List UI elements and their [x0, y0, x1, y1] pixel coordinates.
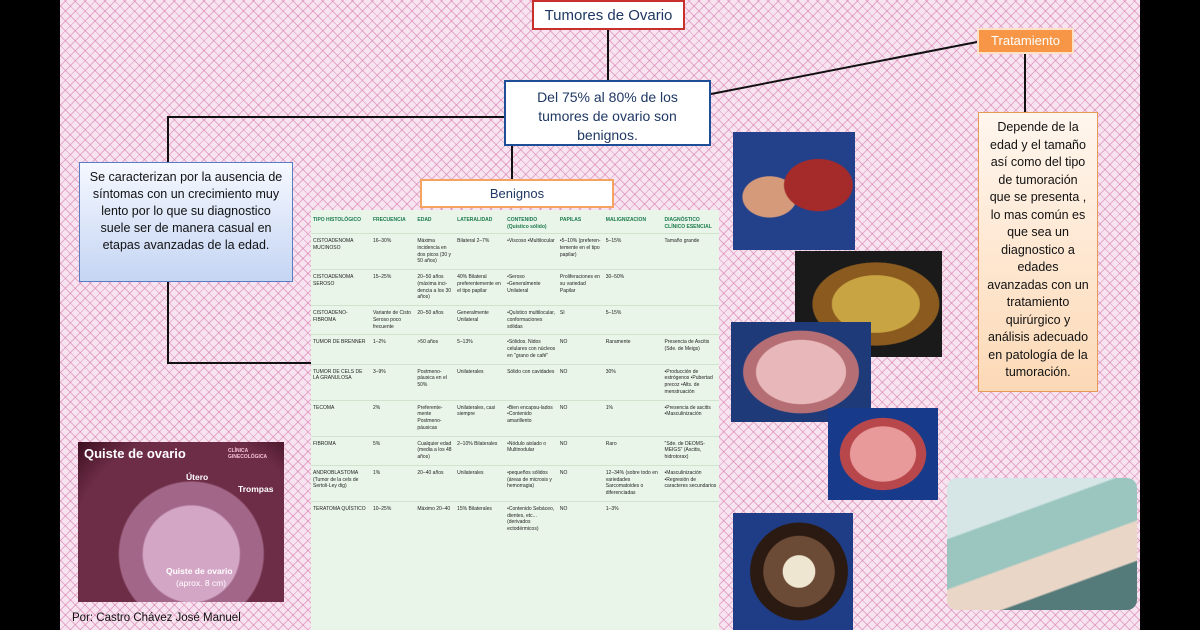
- table-row: [311, 501, 719, 537]
- table-cell: NO: [558, 501, 604, 537]
- table-cell: Variante de Cisto Seroso poco frecuente: [371, 306, 415, 335]
- table-cell: 1–2%: [371, 335, 415, 364]
- table-row: [311, 436, 719, 465]
- table-cell: [663, 501, 719, 537]
- table-cell: 2–10% Bilaterales: [455, 436, 505, 465]
- label-cyst: Quiste de ovario: [166, 566, 233, 576]
- table-cell: 5%: [371, 436, 415, 465]
- table-cell: TUMOR DE CELS DE LA GRANULOSA: [311, 364, 371, 400]
- table-cell: 1%: [371, 465, 415, 501]
- statistic-box: Del 75% al 80% de los tumores de ovario son benignos.: [504, 80, 711, 146]
- table-cell: Máximo 20–40: [415, 501, 455, 537]
- table-cell: TERATOMA QUÍSTICO: [311, 501, 371, 537]
- table-cell: CISTOADENOMA SEROSO: [311, 270, 371, 306]
- slide: [60, 0, 1140, 630]
- table-cell: Unilaterales, casi siempre: [455, 400, 505, 436]
- table-cell: Sólido con cavidades: [505, 364, 558, 400]
- table-cell: 20–40 años: [415, 465, 455, 501]
- table-cell: 20–50 años: [415, 306, 455, 335]
- table-cell: •Nódulo aislado o Multinodular: [505, 436, 558, 465]
- table-cell: Presencia de Ascitis (Sde. de Meigs): [663, 335, 719, 364]
- table-cell: FIBROMA: [311, 436, 371, 465]
- specimen-photo-3: [731, 322, 871, 422]
- table-cell: 2%: [371, 400, 415, 436]
- table-cell: >50 años: [415, 335, 455, 364]
- table-cell: "Sde. de DEOMS-MEIGS" (Ascitis, hidrotorax): [663, 436, 719, 465]
- table-header-row: [311, 210, 719, 234]
- table-cell: NO: [558, 335, 604, 364]
- table-row: [311, 364, 719, 400]
- label-uterus: Útero: [186, 472, 209, 482]
- cyst-photo-caption: Quiste de ovario: [84, 446, 186, 461]
- treatment-description: Depende de la edad y el tamaño así como del tipo de tumoración que se presenta , lo mas común es que sea un diagnostico a edades avanzadas con un tratamiento quirúrgico y análisis adecuado en patología de la tumoración.: [978, 112, 1098, 392]
- table-cell: ANDROBLASTOMA (Tumor de la cels de Sertoli-Ley dig): [311, 465, 371, 501]
- table-cell: 3–9%: [371, 364, 415, 400]
- specimen-photo-5: [733, 513, 853, 630]
- table-cell: Máxima incidencia en dos picos (30 y 50 años): [415, 234, 455, 270]
- table-cell: •Bien encapsu-lados •Contenido amarillento: [505, 400, 558, 436]
- specimen-photo-4: [828, 408, 938, 500]
- table-cell: SI: [558, 306, 604, 335]
- benign-label: Benignos: [420, 179, 614, 208]
- table-cell: [663, 270, 719, 306]
- table-header-cell: PAPILAS: [559, 217, 582, 223]
- table-cell: Tamaño grande: [663, 234, 719, 270]
- author-credit: Por: Castro Chávez José Manuel: [72, 612, 241, 624]
- table-cell: Postmeno-páusica en el 50%: [415, 364, 455, 400]
- table-row: [311, 270, 719, 306]
- table-cell: 20–50 años (máxima inci-dencia a los 30 años): [415, 270, 455, 306]
- table-cell: Preferente-mente Postmeno-páusicas: [415, 400, 455, 436]
- table-cell: Proliferaciones en su variedad Papilar: [558, 270, 604, 306]
- table-cell: Raro: [604, 436, 663, 465]
- table-cell: 5–15%: [604, 234, 663, 270]
- table-cell: NO: [558, 400, 604, 436]
- connector-treatment-vertical: [1024, 54, 1026, 112]
- treatment-label: Tratamiento: [977, 28, 1074, 54]
- title-box: Tumores de Ovario: [532, 0, 685, 30]
- connector-bottom-horizontal: [167, 362, 313, 364]
- table-header-cell: EDAD: [417, 217, 432, 223]
- table-cell: 30–50%: [604, 270, 663, 306]
- surgery-photo: [947, 478, 1137, 610]
- table-header-cell: FRECUENCIA: [372, 217, 406, 223]
- table-cell: •Producción de estrógenos •Pubertad precoz •Alts. de menstruación: [663, 364, 719, 400]
- table-header-cell: MALIGNIZACION: [605, 217, 647, 223]
- label-size: (aprox. 8 cm): [176, 578, 227, 588]
- table-cell: •Presencia de ascitis •Masculinización: [663, 400, 719, 436]
- table-cell: 40% Bilateral preferentemente en el tipo papilar: [455, 270, 505, 306]
- specimen-photo-1: [733, 132, 855, 250]
- table-cell: •Quístico multilocular, conformaciones sólidas: [505, 306, 558, 335]
- table-cell: CISTOADENOMA MUCINOSO: [311, 234, 371, 270]
- table-cell: 1%: [604, 400, 663, 436]
- table-cell: 12–34% (sobre todo en variedades Sarcomatoides o diferenciadas: [604, 465, 663, 501]
- ovarian-cyst-photo: [78, 442, 284, 602]
- table-cell: TUMOR DE BRENNER: [311, 335, 371, 364]
- table-cell: •Viscoso •Multilocular: [505, 234, 558, 270]
- table-cell: •pequeños sólidos (áreas de microsis y hemorragia): [505, 465, 558, 501]
- table-row: [311, 400, 719, 436]
- table-cell: 5–13%: [455, 335, 505, 364]
- table-cell: NO: [558, 436, 604, 465]
- table-row: [311, 335, 719, 364]
- table-header-cell: CONTENIDO (Quístico sólido): [507, 217, 547, 230]
- table-cell: 15% Bilaterales: [455, 501, 505, 537]
- table-cell: NO: [558, 465, 604, 501]
- table-cell: Bilateral 2–7%: [455, 234, 505, 270]
- connector-left-horizontal: [167, 116, 504, 118]
- table-header-cell: DIAGNÓSTICO CLÍNICO ESENCIAL: [664, 217, 712, 230]
- label-tube: Trompas: [238, 484, 274, 494]
- table-cell: •Seroso •Generalmente Unilateral: [505, 270, 558, 306]
- table-cell: [663, 306, 719, 335]
- table-cell: 10–25%: [371, 501, 415, 537]
- table-cell: •5–10% (preferen-temente en el tipo papilar): [558, 234, 604, 270]
- cyst-photo-logo: CLÍNICA GINECOLÓGICA: [228, 448, 268, 460]
- table-cell: Raramente: [604, 335, 663, 364]
- table-cell: •Sólidos. Nidos celulares con núcleos en "grano de café": [505, 335, 558, 364]
- connector-stat-benign: [511, 146, 513, 179]
- table-row: [311, 306, 719, 335]
- symptoms-box: Se caracterizan por la ausencia de síntomas con un crecimiento muy lento por lo que su diagnostico suele ser de manera casual en etapas avanzadas de la edad.: [79, 162, 293, 282]
- table-cell: TECOMA: [311, 400, 371, 436]
- table-cell: Generalmente Unilateral: [455, 306, 505, 335]
- table-header-cell: LATERALIDAD: [457, 217, 493, 223]
- table-cell: 1–3%: [604, 501, 663, 537]
- benign-tumor-table: [311, 210, 719, 630]
- table-cell: 5–15%: [604, 306, 663, 335]
- table-row: [311, 465, 719, 501]
- table-cell: 30%: [604, 364, 663, 400]
- table-cell: Cualquier edad (media a los 48 años): [415, 436, 455, 465]
- table-cell: 15–25%: [371, 270, 415, 306]
- table-cell: NO: [558, 364, 604, 400]
- table-cell: •Masculinización •Regresión de caracteres secundarios: [663, 465, 719, 501]
- table-cell: •Contenido Sebáceo, dientes, etc... (derivados ectodérmicos): [505, 501, 558, 537]
- table-cell: 16–30%: [371, 234, 415, 270]
- table-header-cell: TIPO HISTOLÓGICO: [313, 217, 361, 223]
- table-cell: CISTOADENO-FIBROMA: [311, 306, 371, 335]
- table-cell: Unilaterales: [455, 364, 505, 400]
- table-row: [311, 234, 719, 270]
- table-cell: Unilaterales: [455, 465, 505, 501]
- connector-title-stat: [607, 30, 609, 80]
